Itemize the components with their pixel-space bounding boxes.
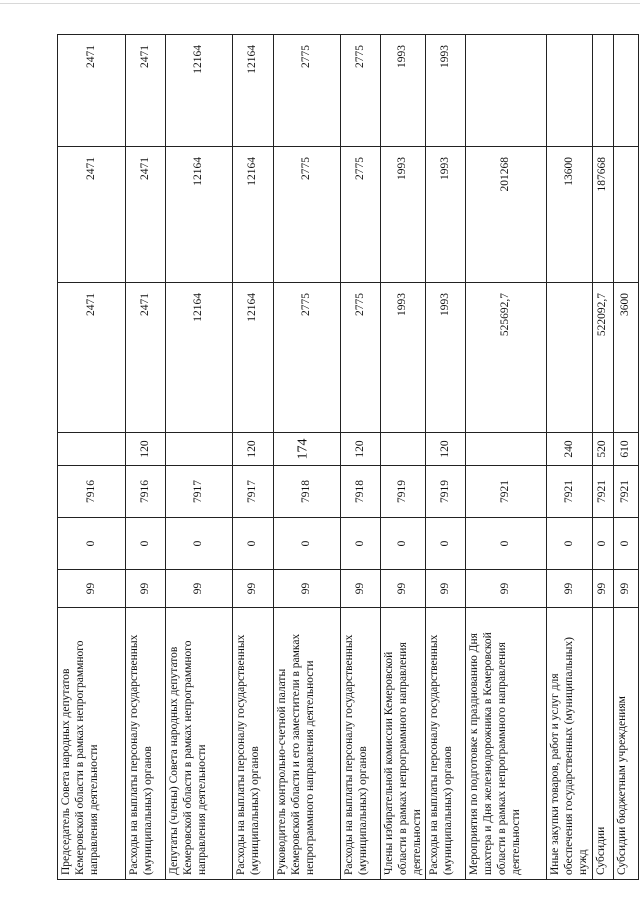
amount-cell-1: 12164 [233, 283, 274, 433]
code-section-cell: 99 [592, 570, 613, 608]
top-rule [0, 3, 640, 4]
amount-cell-1: 2775 [274, 283, 341, 433]
amount-cell-1: 522092,7 [592, 283, 613, 433]
row-name-cell: Иные закупки товаров, работ и услуг для обеспечения государственных (муниципальных) нужд [547, 608, 592, 880]
code-section-cell: 99 [126, 570, 166, 608]
code-target-cell: 7919 [426, 466, 466, 518]
code-section-cell: 99 [613, 570, 638, 608]
table-row [166, 35, 233, 880]
code-target-cell: 7921 [466, 466, 547, 518]
code-expense-type-cell [466, 433, 547, 466]
code-expense-type-cell [381, 433, 426, 466]
amount-cell-2: 1993 [426, 147, 466, 283]
amount-cell-1: 3600 [613, 283, 638, 433]
row-name-cell: Субсидии бюджетным учреждениям [613, 608, 638, 880]
row-name-cell: Расходы на выплаты персоналу государственных (муниципальных) органов [341, 608, 381, 880]
amount-cell-3: 1993 [426, 35, 466, 147]
code-section-cell: 99 [274, 570, 341, 608]
code-section-cell: 99 [233, 570, 274, 608]
code-expense-type-cell: 520 [592, 433, 613, 466]
code-subsection-cell: 0 [58, 518, 126, 570]
table-row [341, 35, 381, 880]
amount-cell-3: 2471 [126, 35, 166, 147]
amount-cell-2: 2775 [274, 147, 341, 283]
code-subsection-cell: 0 [274, 518, 341, 570]
amount-cell-1 [547, 283, 592, 433]
code-target-cell: 7921 [547, 466, 592, 518]
table-row [466, 35, 547, 880]
code-subsection-cell: 0 [341, 518, 381, 570]
budget-table [57, 34, 639, 880]
code-section-cell: 99 [381, 570, 426, 608]
amount-cell-2: 1993 [381, 147, 426, 283]
code-expense-type-cell [166, 433, 233, 466]
code-subsection-cell: 0 [592, 518, 613, 570]
code-subsection-cell: 0 [426, 518, 466, 570]
code-subsection-cell: 0 [166, 518, 233, 570]
row-name-cell: Расходы на выплаты персоналу государственных (муниципальных) органов [233, 608, 274, 880]
code-target-cell: 7919 [381, 466, 426, 518]
table-row [233, 35, 274, 880]
row-name-cell: Расходы на выплаты персоналу государственных (муниципальных) органов [426, 608, 466, 880]
amount-cell-2: 187668 [592, 147, 613, 283]
amount-cell-2: 201268 [466, 147, 547, 283]
amount-cell-1: 2471 [126, 283, 166, 433]
amount-cell-1: 1993 [381, 283, 426, 433]
code-section-cell: 99 [166, 570, 233, 608]
table-row [58, 35, 126, 880]
page-number: 174 [295, 438, 311, 460]
amount-cell-3: 1993 [381, 35, 426, 147]
rotated-table-container [57, 35, 631, 880]
code-expense-type-cell [58, 433, 126, 466]
code-expense-type-cell: 120 [233, 433, 274, 466]
code-target-cell: 7916 [126, 466, 166, 518]
amount-cell-2: 2775 [341, 147, 381, 283]
row-name-cell: Депутаты (члены) Совета народных депутатов Кемеровской области в рамках непрограммного направления деятельности [166, 608, 233, 880]
amount-cell-3 [466, 35, 547, 147]
code-expense-type-cell: 120 [341, 433, 381, 466]
code-section-cell: 99 [547, 570, 592, 608]
amount-cell-1: 525692,7 [466, 283, 547, 433]
code-section-cell: 99 [58, 570, 126, 608]
amount-cell-3: 2775 [341, 35, 381, 147]
code-expense-type-cell: 610 [613, 433, 638, 466]
amount-cell-3 [547, 35, 592, 147]
amount-cell-2: 12164 [166, 147, 233, 283]
code-target-cell: 7918 [274, 466, 341, 518]
row-name-cell: Мероприятия по подготовке к празднованию Дня шахтера и Дня железнодорожника в Кемеровской области в рамках непрограммного направления деятельности [466, 608, 547, 880]
code-section-cell: 99 [466, 570, 547, 608]
code-section-cell: 99 [426, 570, 466, 608]
code-expense-type-cell [274, 433, 341, 466]
code-target-cell: 7916 [58, 466, 126, 518]
code-section-cell: 99 [341, 570, 381, 608]
amount-cell-3 [613, 35, 638, 147]
row-name-cell: Субсидии [592, 608, 613, 880]
code-target-cell: 7921 [613, 466, 638, 518]
code-subsection-cell: 0 [466, 518, 547, 570]
code-expense-type-cell: 240 [547, 433, 592, 466]
code-target-cell: 7918 [341, 466, 381, 518]
row-name-cell: Председатель Совета народных депутатов Кемеровской области в рамках непрограммного направления деятельности [58, 608, 126, 880]
amount-cell-1: 2471 [58, 283, 126, 433]
table-row [547, 35, 592, 880]
amount-cell-3 [592, 35, 613, 147]
amount-cell-3: 2471 [58, 35, 126, 147]
amount-cell-2: 13600 [547, 147, 592, 283]
table-row [381, 35, 426, 880]
row-name-cell: Расходы на выплаты персоналу государственных (муниципальных) органов [126, 608, 166, 880]
code-subsection-cell: 0 [547, 518, 592, 570]
code-target-cell: 7917 [233, 466, 274, 518]
code-expense-type-cell: 120 [126, 433, 166, 466]
amount-cell-2: 2471 [58, 147, 126, 283]
amount-cell-1: 12164 [166, 283, 233, 433]
amount-cell-2: 12164 [233, 147, 274, 283]
amount-cell-3: 2775 [274, 35, 341, 147]
amount-cell-3: 12164 [233, 35, 274, 147]
row-name-cell: Члены избирательной комиссии Кемеровской области в рамках непрограммного направления деятельности [381, 608, 426, 880]
row-name-cell: Руководитель контрольно-счетной палаты Кемеровской области и его заместители в рамках непрограммного направления деятельности [274, 608, 341, 880]
code-subsection-cell: 0 [613, 518, 638, 570]
code-target-cell: 7921 [592, 466, 613, 518]
table-row [426, 35, 466, 880]
amount-cell-1: 2775 [341, 283, 381, 433]
amount-cell-3: 12164 [166, 35, 233, 147]
code-target-cell: 7917 [166, 466, 233, 518]
table-row [613, 35, 638, 880]
amount-cell-1: 1993 [426, 283, 466, 433]
amount-cell-2: 2471 [126, 147, 166, 283]
table-row [274, 35, 341, 880]
table-row [126, 35, 166, 880]
code-subsection-cell: 0 [126, 518, 166, 570]
code-expense-type-cell: 120 [426, 433, 466, 466]
amount-cell-2 [613, 147, 638, 283]
table-row [592, 35, 613, 880]
table-body [58, 35, 639, 880]
code-subsection-cell: 0 [381, 518, 426, 570]
code-subsection-cell: 0 [233, 518, 274, 570]
